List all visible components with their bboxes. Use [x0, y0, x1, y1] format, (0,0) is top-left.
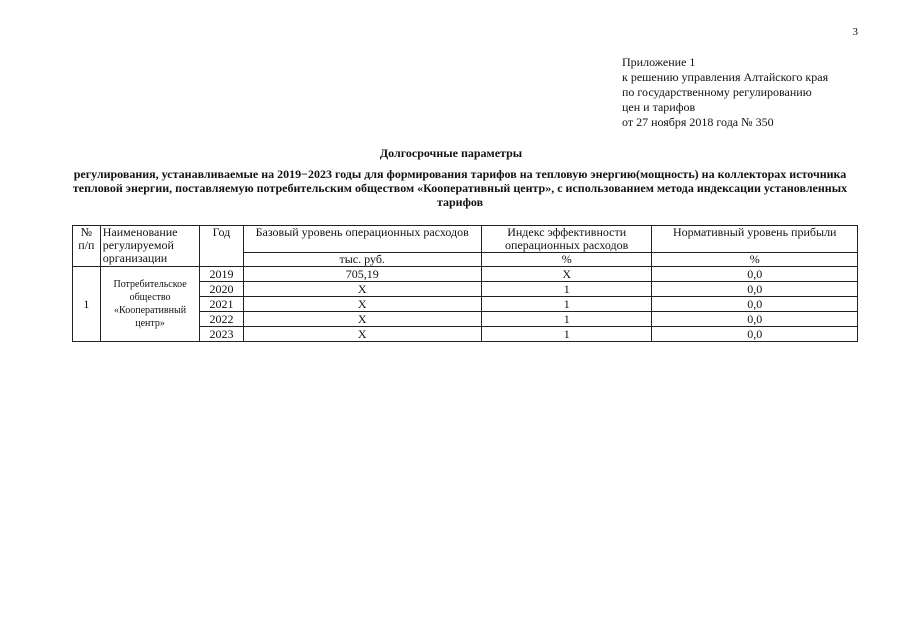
index-cell: 1 [481, 282, 652, 297]
base-cell: X [243, 282, 481, 297]
year-cell: 2020 [200, 282, 243, 297]
year-cell: 2021 [200, 297, 243, 312]
year-cell: 2023 [200, 327, 243, 342]
year-cell: 2022 [200, 312, 243, 327]
unit-base: тыс. руб. [243, 253, 481, 267]
profit-cell: 0,0 [652, 327, 858, 342]
table-header-row [73, 226, 858, 253]
year-cell: 2019 [200, 267, 243, 282]
appendix-block [622, 55, 828, 130]
appendix-line: к решению управления Алтайского края [622, 70, 829, 84]
profit-cell: 0,0 [652, 297, 858, 312]
profit-cell: 0,0 [652, 312, 858, 327]
appendix-line: по государственному регулированию [622, 85, 812, 99]
profit-cell: 0,0 [652, 282, 858, 297]
table-row [73, 267, 858, 282]
document-title: Долгосрочные параметры [379, 146, 523, 160]
appendix-line: от 27 ноября 2018 года № 350 [622, 115, 774, 129]
index-cell: 1 [481, 327, 652, 342]
base-cell: X [243, 312, 481, 327]
unit-profit: % [652, 253, 858, 267]
unit-index: % [481, 253, 652, 267]
row-num: 1 [73, 267, 101, 342]
index-cell: X [481, 267, 652, 282]
document-subtitle: регулирования, устанавливаемые на 2019−2023 годы для формирования тарифов на тепловую энергию(мощность) на коллекторах источника тепловой энергии, поставляемую потребительским обществом «Кооперативный центр», с использованием метода индексации установленных тарифов [72, 167, 848, 209]
header-base: Базовый уровень операционных расходов [243, 226, 481, 253]
index-cell: 1 [481, 312, 652, 327]
header-year: Год [200, 226, 243, 267]
base-cell: 705,19 [243, 267, 481, 282]
header-profit: Нормативный уровень прибыли [652, 226, 858, 253]
index-cell: 1 [481, 297, 652, 312]
header-org: Наименование регулируемой организации [100, 226, 200, 267]
appendix-line: цен и тарифов [622, 100, 696, 114]
page-number: 3 [852, 26, 858, 38]
profit-cell: 0,0 [652, 267, 858, 282]
header-num: № п/п [73, 226, 101, 267]
parameters-table [72, 225, 858, 342]
base-cell: X [243, 327, 481, 342]
appendix-line: Приложение 1 [622, 55, 696, 69]
org-name: Потребительское общество «Кооперативный центр» [100, 267, 200, 342]
header-index: Индекс эффективности операционных расходов [481, 226, 652, 253]
base-cell: X [243, 297, 481, 312]
